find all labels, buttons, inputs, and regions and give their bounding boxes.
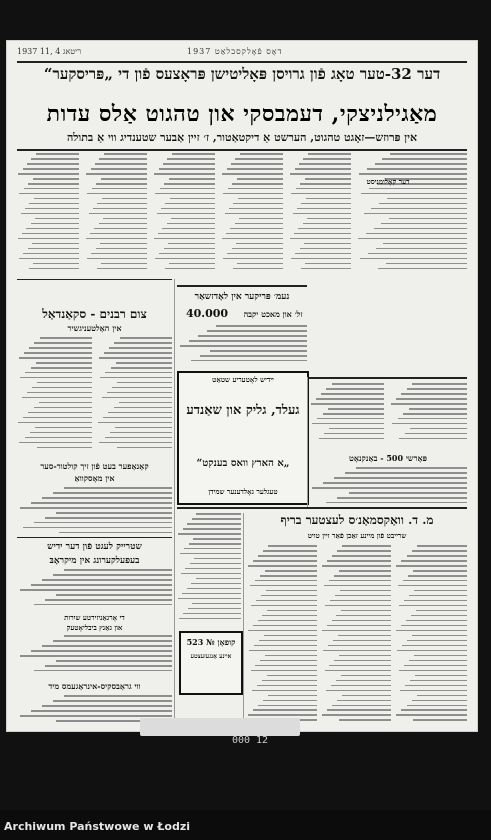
letter-title: מ. ד. וואַקסמאַנ׳ס לעצטער בריף: [280, 513, 434, 527]
charity-subtitle: און גאַנץ ביבליאָטעק: [66, 623, 123, 632]
bottom-left-title: ווי גראַבסקיס-אינראַגעמס מיד: [48, 681, 141, 691]
headline-subhead: אין פּרוזש—זאָגט טהגוט, הערשט אַ דיקטאַטור, ז׳ זיין אַבער שטענדיג ווי אַ בתולה: [66, 131, 418, 144]
charity-body: [17, 635, 172, 675]
lottery-head: יידיש לאָטעריע שטאַט: [212, 375, 274, 384]
masthead-rule: [17, 61, 467, 63]
left-rule-1: [17, 279, 172, 280]
strike-subtitle: בעפעלקערונג אין מיקראָבּ: [49, 556, 140, 566]
masthead: [17, 47, 467, 61]
lottery-ad-box: [177, 371, 309, 505]
lottery-footer: טעגלער גאָלדענער שמידן: [208, 487, 278, 496]
letter-rule: [177, 507, 467, 509]
text-column-6: [357, 153, 467, 273]
lottery-title: געלד, גליק און שאַנדע: [186, 403, 300, 418]
right-rule: [309, 377, 467, 379]
coupon-box: [179, 631, 243, 695]
scandal-subtitle: אין האַלטעניגשיר: [67, 323, 122, 333]
offer-body: [177, 325, 307, 367]
offer-subtitle: זל׳ און מאכט יקבה: [243, 309, 303, 319]
text-column-2: [85, 153, 147, 273]
letter-col-1: [177, 513, 241, 625]
right-mid-col-b: [389, 383, 467, 447]
archive-label: Archiwum Państwowe w Łodzi: [4, 820, 191, 833]
scandal-col-b: [97, 337, 172, 455]
election-subtitle: אין מאָסקוואַ: [74, 473, 115, 483]
column-divider-1: [174, 279, 175, 719]
archive-bar: [0, 812, 491, 840]
left-rule-2: [17, 537, 172, 538]
headline-kicker: דער 32-טער טאָג פֿון גרויסן פּאָליטישן פּראָצעס פֿון די „פּריסקער“: [43, 65, 441, 83]
strike-title: שטרייק לעגט פֿון דער ידיש: [47, 542, 142, 552]
text-column-4: [221, 153, 283, 273]
scandal-col-a: [17, 337, 92, 455]
right-mid-col-a: [309, 383, 384, 447]
text-column-1: [17, 153, 79, 273]
offer-rule: [177, 285, 307, 287]
lottery-subtitle: „א הארץ וואס בענקט“: [196, 458, 290, 469]
newspaper-page: [6, 40, 478, 732]
frame-number: 000 12: [231, 735, 269, 746]
letter-col-4: [395, 545, 467, 725]
strike-body: [17, 569, 172, 609]
letter-subtitle: שרייבט פֿון מיינע זאַכן פֿאַר זיין טויט: [307, 531, 407, 540]
charity-title: די אָרגאַניזירטע שיִרות: [64, 613, 125, 622]
text-column-3: [153, 153, 215, 273]
main-headline: מאַגילניצקי, דעמבסקי און טהגוט אַלס עדות: [46, 101, 438, 127]
offer-amount: 40.000: [185, 307, 229, 320]
scandal-title: צום רבנים - סקאַנדאַל: [42, 307, 147, 321]
column-right-label: דער קאָלומניסט: [366, 177, 410, 186]
bank-title: פּאָרשי 500 - באַנקנאָט: [348, 453, 427, 463]
column-divider-2: [307, 377, 308, 507]
election-title: קאָנאַפער בעט פֿון זיך קולטור-סער: [40, 461, 149, 471]
issue-line: ריטאג 4 ,11 1937: [17, 47, 82, 56]
coupon-text: איינע אַנגעזעצטע: [190, 653, 232, 660]
text-column-5: [289, 153, 351, 273]
film-tab: [140, 718, 300, 736]
letter-col-2: [247, 545, 317, 725]
paper-name: דאָס פֿאָלקסבלאַט 1937: [187, 47, 283, 56]
column-divider-3: [243, 513, 244, 719]
coupon-label: קופאָן № 523: [186, 637, 236, 647]
bank-body: [309, 467, 467, 507]
election-body: [17, 487, 172, 537]
offer-title: נעמ׳ פּריקער אין לאָדזשאַר: [194, 292, 290, 302]
headline-rule: [17, 149, 467, 151]
letter-col-3: [321, 545, 391, 725]
